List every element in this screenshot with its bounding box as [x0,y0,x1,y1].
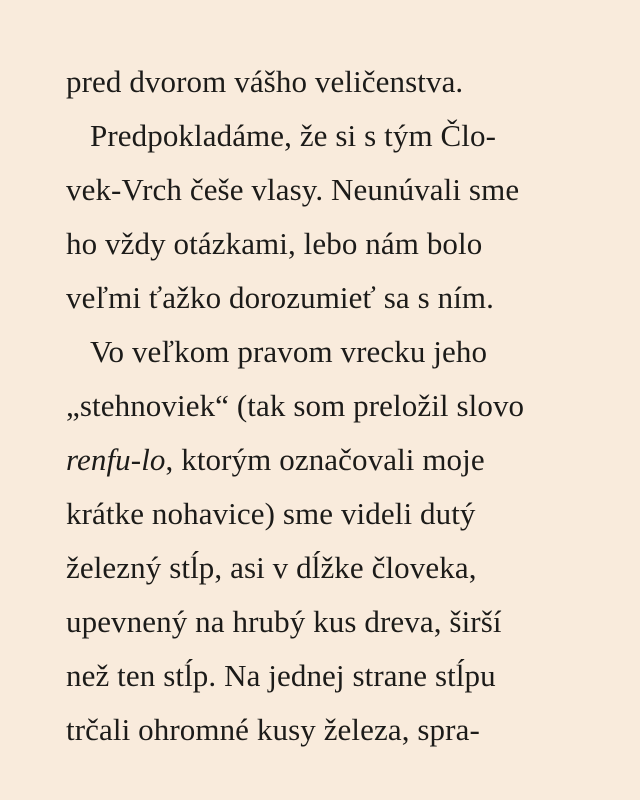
text-line-7: „stehnoviek“ (tak som preložil slovo [66,388,525,423]
text-line-10: železný stĺp, asi v dĺžke človeka, [66,550,477,585]
text-line-11: upevnený na hrubý kus dreva, širší [66,604,502,639]
text-line-2: Predpokladáme, že si s tým Člo- [90,118,497,153]
text-line-9: krátke nohavice) sme videli dutý [66,496,476,531]
text-line-5: veľmi ťažko dorozumieť sa s ním. [66,280,494,315]
text-line-8-rest: , ktorým označovali moje [165,442,485,477]
text-line-4: ho vždy otázkami, lebo nám bolo [66,226,483,261]
text-line-1: pred dvorom vášho veličenstva. [66,64,464,99]
text-line-12: než ten stĺp. Na jednej strane stĺpu [66,658,496,693]
text-line-8 [66,433,600,487]
italic-word: renfu-lo [66,442,166,477]
text-line-3: vek-Vrch češe vlasy. Neunúvali sme [66,172,520,207]
text-line-13: trčali ohromné kusy železa, spra- [66,712,480,747]
text-line-6: Vo veľkom pravom vrecku jeho [90,334,488,369]
